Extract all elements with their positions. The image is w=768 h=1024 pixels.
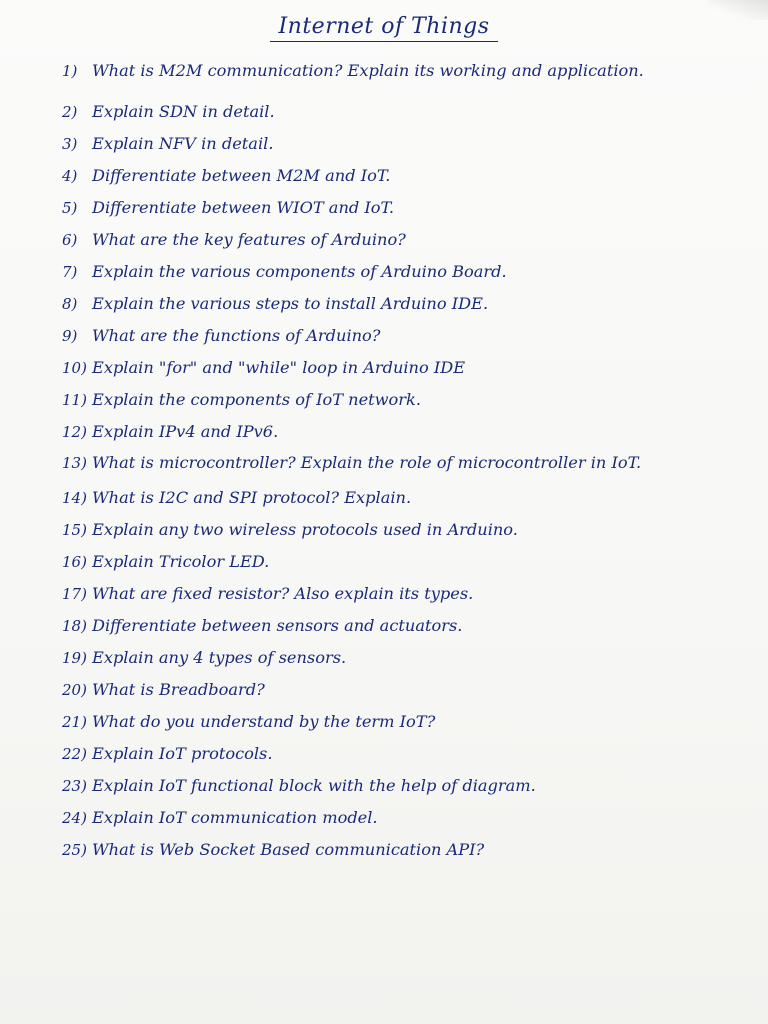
question-item	[62, 56, 752, 86]
question-item	[62, 706, 752, 738]
question-number: 24)	[62, 809, 87, 827]
question-text: Explain SDN in detail.	[92, 102, 275, 121]
question-item	[62, 192, 752, 224]
question-item	[62, 674, 752, 706]
question-number: 21)	[62, 713, 87, 731]
question-number: 12)	[62, 423, 87, 441]
question-text: Explain the various components of Arduino Board.	[92, 262, 507, 281]
question-text: Explain NFV in detail.	[92, 134, 274, 153]
question-item	[62, 384, 752, 416]
question-item	[62, 416, 752, 448]
question-text: Explain IPv4 and IPv6.	[92, 422, 279, 441]
question-item	[62, 642, 752, 674]
question-text: Explain the components of IoT network.	[92, 390, 421, 409]
question-text: Differentiate between WIOT and IoT.	[92, 198, 395, 217]
question-number: 11)	[62, 391, 87, 409]
question-item	[62, 96, 752, 128]
question-item	[62, 610, 752, 642]
question-item	[62, 834, 752, 866]
question-number: 2)	[62, 103, 78, 121]
question-text: Explain any two wireless protocols used in Arduino.	[92, 520, 518, 539]
question-item	[62, 320, 752, 352]
question-text: What do you understand by the term IoT?	[92, 712, 436, 731]
question-item	[62, 256, 752, 288]
question-number: 25)	[62, 841, 87, 859]
question-item	[62, 578, 752, 610]
question-item	[62, 738, 752, 770]
question-number: 10)	[62, 359, 87, 377]
question-text: What is Breadboard?	[92, 680, 265, 699]
question-number: 7)	[62, 263, 78, 281]
question-number: 13)	[62, 454, 87, 472]
question-text: What are the functions of Arduino?	[92, 326, 381, 345]
question-item	[62, 770, 752, 802]
question-item	[62, 514, 752, 546]
question-number: 23)	[62, 777, 87, 795]
question-item	[62, 128, 752, 160]
question-text: Explain any 4 types of sensors.	[92, 648, 347, 667]
question-item	[62, 224, 752, 256]
question-item	[62, 448, 752, 478]
question-text: What are the key features of Arduino?	[92, 230, 406, 249]
question-list	[62, 56, 752, 866]
question-number: 4)	[62, 167, 78, 185]
question-number: 17)	[62, 585, 87, 603]
question-number: 9)	[62, 327, 78, 345]
question-number: 3)	[62, 135, 78, 153]
question-text: Differentiate between M2M and IoT.	[92, 166, 391, 185]
question-text: What are fixed resistor? Also explain its types.	[92, 584, 474, 603]
question-number: 1)	[62, 62, 78, 80]
question-text: Explain Tricolor LED.	[92, 552, 270, 571]
question-item	[62, 482, 752, 514]
question-number: 5)	[62, 199, 78, 217]
question-text: What is M2M communication? Explain its working and application.	[92, 61, 644, 80]
question-text: Explain "for" and "while" loop in Arduino IDE	[92, 358, 466, 377]
title-text: Internet of Things	[270, 14, 497, 42]
question-number: 6)	[62, 231, 78, 249]
question-item	[62, 352, 752, 384]
question-text: What is microcontroller? Explain the role of microcontroller in IoT.	[92, 453, 642, 472]
question-number: 22)	[62, 745, 87, 763]
question-number: 20)	[62, 681, 87, 699]
question-item	[62, 288, 752, 320]
question-number: 8)	[62, 295, 78, 313]
question-number: 19)	[62, 649, 87, 667]
question-item	[62, 160, 752, 192]
question-number: 15)	[62, 521, 87, 539]
question-text: Explain the various steps to install Arduino IDE.	[92, 294, 489, 313]
question-text: Explain IoT protocols.	[92, 744, 273, 763]
question-item	[62, 802, 752, 834]
question-text: Explain IoT functional block with the help of diagram.	[92, 776, 536, 795]
page-title	[0, 14, 768, 42]
question-number: 16)	[62, 553, 87, 571]
question-text: What is I2C and SPI protocol? Explain.	[92, 488, 412, 507]
question-item	[62, 546, 752, 578]
question-number: 18)	[62, 617, 87, 635]
question-text: Differentiate between sensors and actuators.	[92, 616, 463, 635]
question-number: 14)	[62, 489, 87, 507]
question-text: What is Web Socket Based communication API?	[92, 840, 485, 859]
question-text: Explain IoT communication model.	[92, 808, 378, 827]
